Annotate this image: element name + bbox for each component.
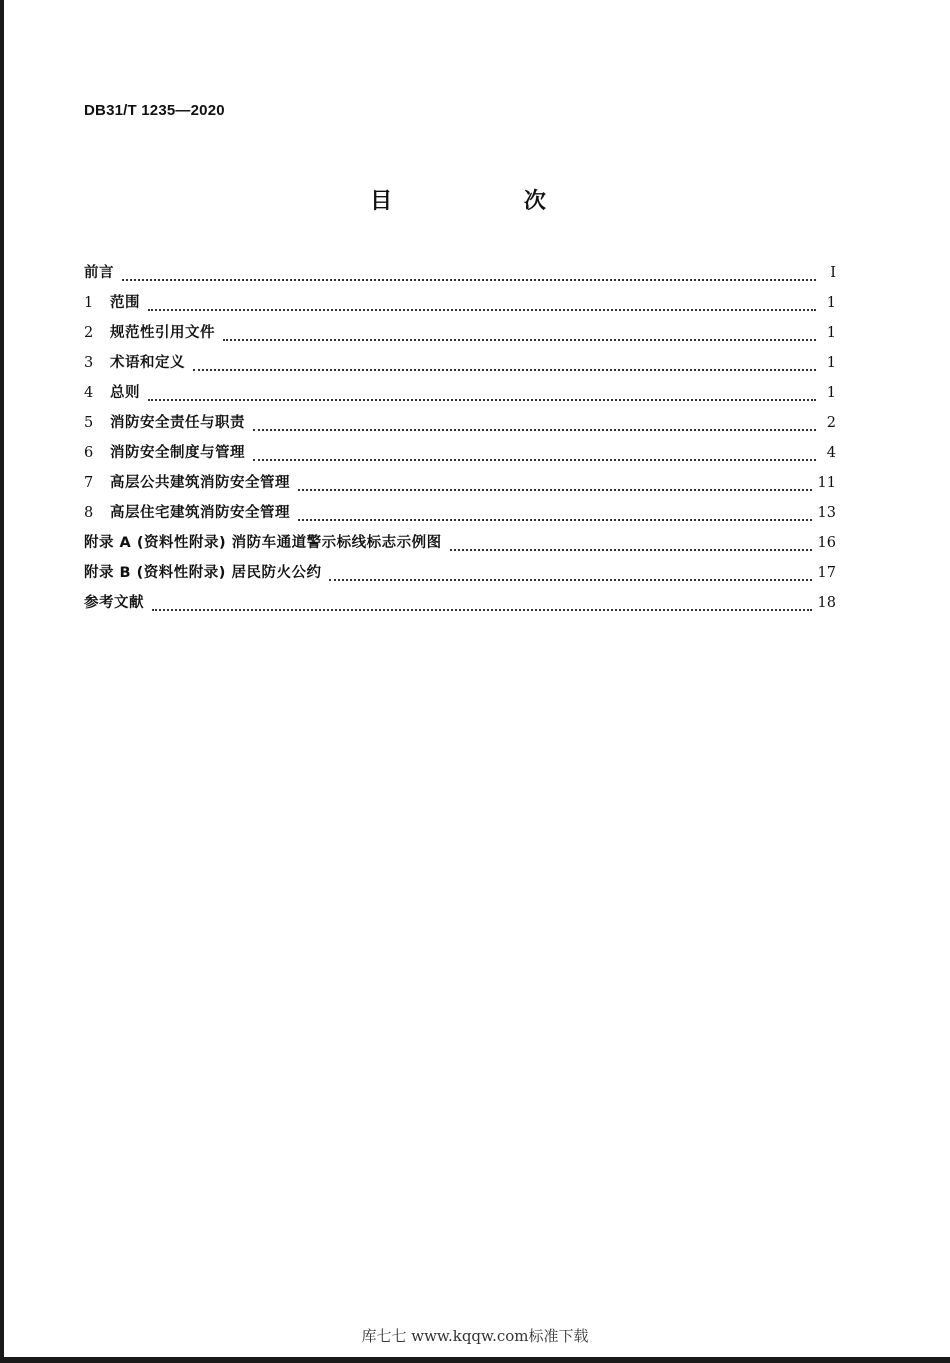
toc-entry-label: 参考文献	[84, 595, 144, 611]
toc-entry-page: 11	[817, 475, 836, 491]
table-of-contents	[84, 261, 836, 621]
toc-entry-label: 范围	[110, 295, 140, 311]
toc-entry-label: 高层公共建筑消防安全管理	[110, 475, 290, 491]
toc-entry-page: I	[830, 265, 836, 281]
toc-entry-label: 附录 A (资料性附录) 消防车通道警示标线标志示例图	[84, 535, 442, 551]
toc-leader-dots	[298, 489, 812, 491]
toc-entry-number: 5	[84, 415, 94, 431]
toc-entry-page: 13	[817, 505, 836, 521]
toc-entry-number: 8	[84, 505, 94, 521]
toc-leader-dots	[193, 369, 816, 371]
toc-entry-scope[interactable]	[84, 291, 836, 321]
footer-watermark: 库七七 www.kqqw.com标准下载	[361, 1327, 589, 1345]
toc-leader-dots	[253, 429, 816, 431]
toc-entry-label: 消防安全制度与管理	[110, 445, 245, 461]
toc-entry-label: 总则	[110, 385, 140, 401]
toc-entry-number: 4	[84, 385, 94, 401]
toc-entry-residential-buildings[interactable]	[84, 501, 836, 531]
toc-entry-label: 规范性引用文件	[110, 325, 215, 341]
toc-entry-label: 消防安全责任与职责	[110, 415, 245, 431]
toc-entry-number: 3	[84, 355, 94, 371]
toc-entry-page: 1	[826, 355, 836, 371]
toc-leader-dots	[148, 309, 816, 311]
standard-code: DB31/T 1235—2020	[84, 102, 225, 119]
toc-entry-page: 1	[826, 325, 836, 341]
toc-leader-dots	[148, 399, 816, 401]
toc-leader-dots	[450, 549, 812, 551]
toc-leader-dots	[329, 579, 811, 581]
toc-leader-dots	[152, 609, 812, 611]
toc-entry-page: 17	[817, 565, 836, 581]
toc-leader-dots	[223, 339, 816, 341]
toc-entry-responsibilities[interactable]	[84, 411, 836, 441]
toc-entry-bibliography[interactable]	[84, 591, 836, 621]
toc-entry-general[interactable]	[84, 381, 836, 411]
toc-entry-label: 前言	[84, 265, 114, 281]
toc-entry-public-buildings[interactable]	[84, 471, 836, 501]
toc-entry-page: 1	[826, 385, 836, 401]
toc-entry-systems-management[interactable]	[84, 441, 836, 471]
toc-entry-page: 16	[817, 535, 836, 551]
toc-entry-page: 4	[826, 445, 836, 461]
toc-entry-foreword[interactable]	[84, 261, 836, 291]
toc-entry-label: 附录 B (资料性附录) 居民防火公约	[84, 565, 322, 581]
toc-entry-label: 高层住宅建筑消防安全管理	[110, 505, 290, 521]
toc-entry-number: 7	[84, 475, 94, 491]
toc-title: 目 次	[370, 189, 608, 214]
toc-entry-number: 2	[84, 325, 94, 341]
toc-entry-number: 1	[84, 295, 94, 311]
toc-leader-dots	[253, 459, 816, 461]
toc-entry-normative-references[interactable]	[84, 321, 836, 351]
toc-entry-page: 18	[817, 595, 836, 611]
toc-entry-number: 6	[84, 445, 94, 461]
toc-entry-appendix-a[interactable]	[84, 531, 836, 561]
toc-leader-dots	[298, 519, 812, 521]
page-bottom-border	[0, 1357, 950, 1363]
toc-entry-label: 术语和定义	[110, 355, 185, 371]
toc-leader-dots	[122, 279, 816, 281]
toc-entry-terms[interactable]	[84, 351, 836, 381]
toc-entry-appendix-b[interactable]	[84, 561, 836, 591]
toc-entry-page: 2	[826, 415, 836, 431]
toc-entry-page: 1	[826, 295, 836, 311]
